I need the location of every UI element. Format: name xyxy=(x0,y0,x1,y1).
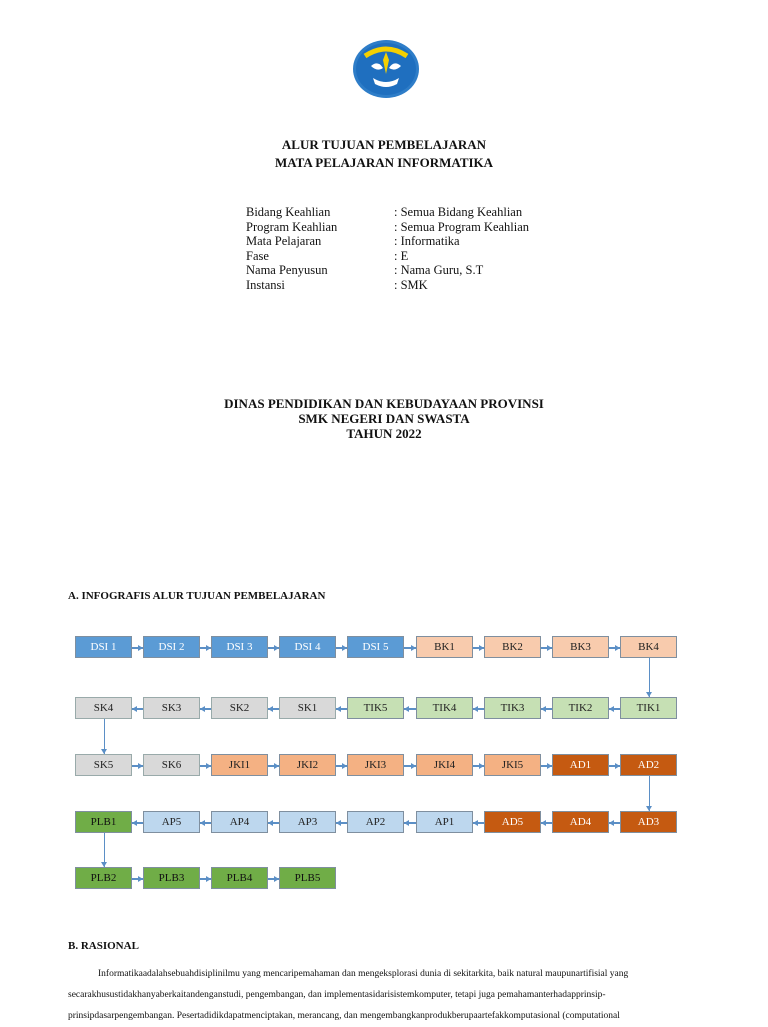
arrow-head-icon xyxy=(206,763,211,769)
arrow-head-icon xyxy=(132,820,137,826)
flow-node: TIK5 xyxy=(347,697,404,719)
arrow-head-icon xyxy=(479,763,484,769)
flow-node: JKI5 xyxy=(484,754,541,776)
flow-node: PLB2 xyxy=(75,867,132,889)
section-a-heading: A. INFOGRAFIS ALUR TUJUAN PEMBELAJARAN xyxy=(68,590,326,602)
flow-node: BK2 xyxy=(484,636,541,658)
arrow-head-icon xyxy=(200,706,205,712)
flow-node: AP1 xyxy=(416,811,473,833)
info-row xyxy=(246,263,529,278)
flow-node: AD1 xyxy=(552,754,609,776)
flow-node: DSI 3 xyxy=(211,636,268,658)
info-row xyxy=(246,234,529,249)
flow-node: TIK1 xyxy=(620,697,677,719)
flow-node: AD4 xyxy=(552,811,609,833)
arrow-head-icon xyxy=(609,820,614,826)
info-label: Fase xyxy=(246,248,269,263)
flow-node: TIK3 xyxy=(484,697,541,719)
document-info-table xyxy=(246,205,529,293)
arrow-head-icon xyxy=(268,820,273,826)
arrow-head-icon xyxy=(411,763,416,769)
flow-node: AP5 xyxy=(143,811,200,833)
arrow-head-icon xyxy=(274,645,279,651)
flow-node: SK1 xyxy=(279,697,336,719)
arrow-head-icon xyxy=(404,820,409,826)
info-row xyxy=(246,278,529,293)
arrow-head-icon xyxy=(479,645,484,651)
info-row xyxy=(246,220,529,235)
flow-node: JKI1 xyxy=(211,754,268,776)
arrow-head-icon xyxy=(138,763,143,769)
flow-node: TIK2 xyxy=(552,697,609,719)
flow-node: PLB1 xyxy=(75,811,132,833)
arrow-head-icon xyxy=(547,763,552,769)
info-value: : E xyxy=(394,248,409,263)
info-value: : Informatika xyxy=(394,234,460,249)
rasional-line3: prinsipdasarpengembangan. Pesertadidikdapatmenciptakan, merancang, dan mengembangkanprodukberupaartefakkomputasional (computational xyxy=(68,1011,620,1021)
rasional-line1: Informatikaadalahsebuahdisiplinilmu yang mencaripemahaman dan mengeksplorasi dunia di sekitarkita, baik natural maupunartifisial yang xyxy=(98,969,629,979)
flow-node: BK4 xyxy=(620,636,677,658)
flow-node: PLB3 xyxy=(143,867,200,889)
info-value: : SMK xyxy=(394,277,428,292)
arrow-head-icon xyxy=(547,645,552,651)
arrow-head-icon xyxy=(342,763,347,769)
arrow-head-icon xyxy=(101,749,107,754)
arrow-head-icon xyxy=(206,645,211,651)
flow-node: SK4 xyxy=(75,697,132,719)
flow-node: AD3 xyxy=(620,811,677,833)
flow-node: PLB4 xyxy=(211,867,268,889)
flow-node: DSI 1 xyxy=(75,636,132,658)
info-value: : Semua Bidang Keahlian xyxy=(394,205,523,219)
flow-node: DSI 5 xyxy=(347,636,404,658)
arrow-head-icon xyxy=(336,706,341,712)
flow-node: AP3 xyxy=(279,811,336,833)
arrow-head-icon xyxy=(101,862,107,867)
flow-node: SK3 xyxy=(143,697,200,719)
arrow-head-icon xyxy=(138,876,143,882)
info-label: Nama Penyusun xyxy=(246,263,328,278)
info-label: Mata Pelajaran xyxy=(246,234,322,249)
info-value: : Semua Program Keahlian xyxy=(394,219,530,234)
flow-node: DSI 4 xyxy=(279,636,336,658)
flow-node: BK1 xyxy=(416,636,473,658)
arrow-head-icon xyxy=(206,876,211,882)
info-label: Bidang Keahlian xyxy=(246,205,331,219)
flow-node: AD2 xyxy=(620,754,677,776)
arrow-head-icon xyxy=(268,706,273,712)
flow-node: AP2 xyxy=(347,811,404,833)
info-label: Instansi xyxy=(246,277,285,292)
institution-line1: DINAS PENDIDIKAN DAN KEBUDAYAAN PROVINSI xyxy=(224,396,544,411)
info-row xyxy=(246,205,529,220)
flow-node: SK5 xyxy=(75,754,132,776)
flow-node: JKI2 xyxy=(279,754,336,776)
arrow-head-icon xyxy=(404,706,409,712)
arrow-head-icon xyxy=(541,706,546,712)
arrow-head-icon xyxy=(138,645,143,651)
flow-node: JKI3 xyxy=(347,754,404,776)
arrow-head-icon xyxy=(274,763,279,769)
arrow-head-icon xyxy=(336,820,341,826)
info-row xyxy=(246,249,529,264)
arrow-head-icon xyxy=(646,692,652,697)
arrow-head-icon xyxy=(274,876,279,882)
document-title-line2: MATA PELAJARAN INFORMATIKA xyxy=(274,155,494,170)
rasional-line2: secarakhusustidakhanyaberkaitandenganstudi, pengembangan, dan implementasidarisistemkomputer, tetapi juga pemahamanterhadapprinsip- xyxy=(68,990,606,1000)
flow-node: SK6 xyxy=(143,754,200,776)
arrow-head-icon xyxy=(473,706,478,712)
flow-node: AD5 xyxy=(484,811,541,833)
arrow-head-icon xyxy=(615,645,620,651)
arrow-head-icon xyxy=(609,706,614,712)
institution-line2: SMK NEGERI DAN SWASTA xyxy=(298,411,470,426)
document-title-line1: ALUR TUJUAN PEMBELAJARAN xyxy=(281,137,487,152)
arrow-head-icon xyxy=(411,645,416,651)
arrow-head-icon xyxy=(646,806,652,811)
info-value: : Nama Guru, S.T xyxy=(394,263,484,278)
info-label: Program Keahlian xyxy=(246,219,338,234)
arrow-head-icon xyxy=(342,645,347,651)
arrow-head-icon xyxy=(132,706,137,712)
arrow-head-icon xyxy=(473,820,478,826)
flow-node: DSI 2 xyxy=(143,636,200,658)
section-b-heading: B. RASIONAL xyxy=(68,940,139,952)
flow-node: AP4 xyxy=(211,811,268,833)
flow-node: JKI4 xyxy=(416,754,473,776)
arrow-head-icon xyxy=(200,820,205,826)
flow-node: SK2 xyxy=(211,697,268,719)
flow-node: TIK4 xyxy=(416,697,473,719)
flow-node: BK3 xyxy=(552,636,609,658)
arrow-head-icon xyxy=(615,763,620,769)
institution-line3: TAHUN 2022 xyxy=(346,426,422,441)
kemendikbud-logo xyxy=(351,38,421,100)
flow-node: PLB5 xyxy=(279,867,336,889)
arrow-head-icon xyxy=(541,820,546,826)
